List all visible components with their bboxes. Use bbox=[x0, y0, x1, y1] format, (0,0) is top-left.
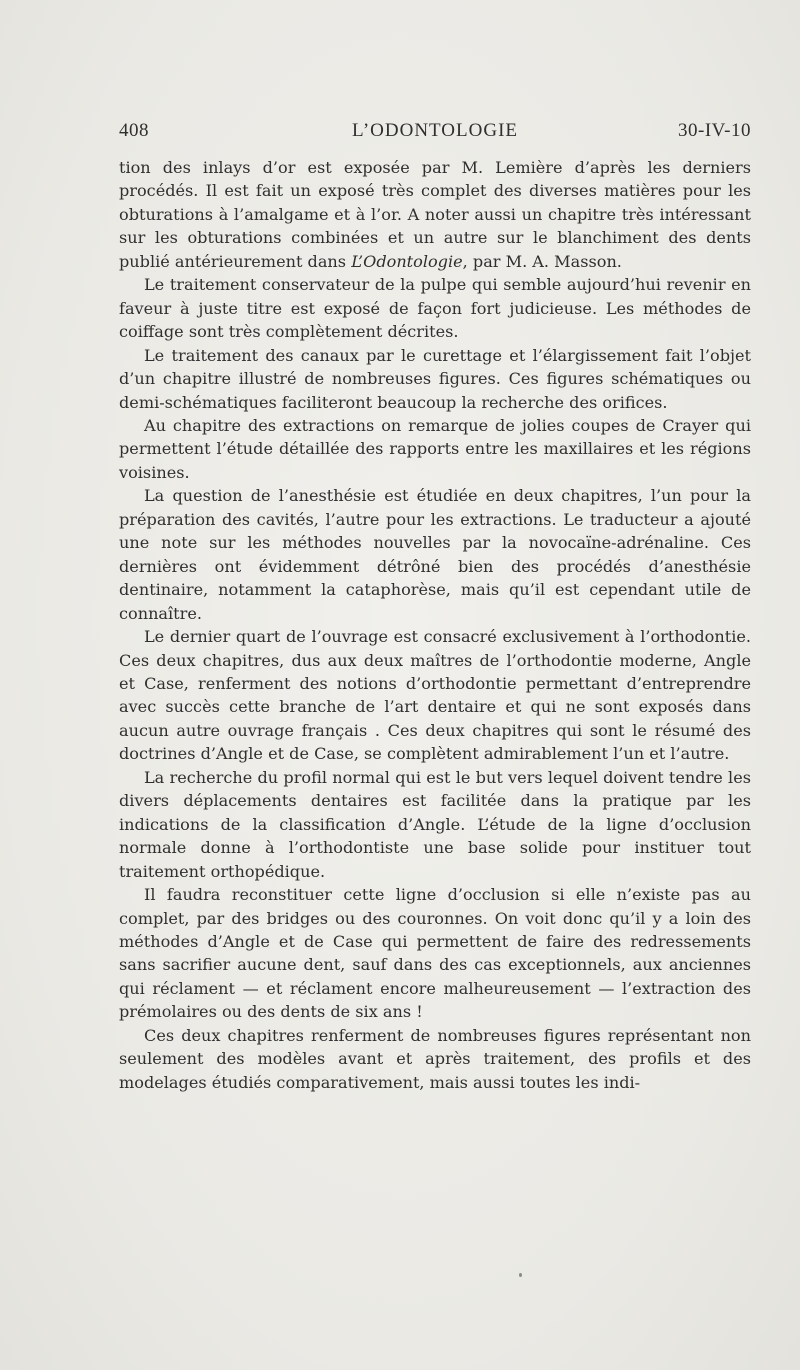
paragraph-7: La recherche du profil normal qui est le but vers lequel doivent tendre les divers déplacements dentaires est facilitée dans la pratique par les indications de la classification d’Angle. L’étude de la ligne d’occlusion normale donne à l’orthodontiste une base solide pour instituer tout traitement orthopédique. bbox=[119, 767, 751, 881]
paragraph-1-tail: , par M. A. Masson. bbox=[462, 251, 622, 271]
journal-reference: L’Odontologie bbox=[351, 251, 463, 271]
paragraph-6: Le dernier quart de l’ouvrage est consacré exclusivement à l’orthodontie. Ces deux chapitres, dus aux deux maîtres de l’orthodontie moderne, Angle et Case, renferment des notions d’orthodontie permettant d’entreprendre avec succès cette branche de l’art dentaire et qui ne sont exposés dans aucun autre ouvrage français . Ces deux chapitres qui sont le résumé des doctrines d’Angle et de Case, se complètent admirablement l’un et l’autre. bbox=[119, 627, 751, 764]
paragraph-3: Le traitement des canaux par le curettage et l’élargissement fait l’objet d’un chapitre illustré de nombreuses figures. Ces figures schématiques ou demi-schématiques faciliteront beaucoup la recherche des orifices. bbox=[119, 345, 751, 412]
paragraph-2: Le traitement conservateur de la pulpe qui semble aujourd’hui revenir en faveur à juste titre est exposé de façon fort judicieuse. Les méthodes de coiffage sont très complètement décrites. bbox=[119, 275, 751, 342]
paragraph-8: Il faudra reconstituer cette ligne d’occlusion si elle n’existe pas au complet, par des bridges ou des couronnes. On voit donc qu’il y a loin des méthodes d’Angle et de Case qui permettent de faire des redressements sans sacrifier aucune dent, sauf dans des cas exceptionnels, aux anciennes qui réclament — et réclament encore malheureusement — l’extraction des prémolaires ou des dents de six ans ! bbox=[119, 885, 751, 1022]
paragraph-9: Ces deux chapitres renferment de nombreuses figures représentant non seulement des modèles avant et après traitement, des profils et des modelages étudiés comparativement, mais aussi toutes les indi- bbox=[119, 1025, 751, 1092]
paragraph-1 bbox=[119, 156, 751, 273]
paragraph-5: La question de l’anesthésie est étudiée en deux chapitres, l’un pour la préparation des cavités, l’autre pour les extractions. Le traducteur a ajouté une note sur les méthodes nouvelles par la novocaïne-adrénaline. Ces dernières ont évidemment détrôné bien des procédés d’anesthésie dentinaire, notamment la cataphorèse, mais qu’il est cependant utile de connaître. bbox=[119, 486, 751, 623]
page-number: 408 bbox=[119, 120, 149, 141]
paragraph-1-text: tion des inlays d’or est exposée par M. Lemière d’après les derniers procédés. Il est fait un exposé très complet des diverses matières pour les obturations à l’amalgame et à l’or. A noter aussi un chapitre très intéressant sur les obturations combinées et un autre sur le blanchiment des dents publié antérieurement dans bbox=[119, 158, 751, 271]
issue-date: 30-IV-10 bbox=[678, 120, 751, 141]
paper-speck bbox=[519, 1273, 522, 1277]
journal-title: L’ODONTOLOGIE bbox=[351, 120, 519, 141]
paragraph-4: Au chapitre des extractions on remarque de jolies coupes de Crayer qui permettent l’étude détaillée des rapports entre les maxillaires et les régions voisines. bbox=[119, 415, 751, 482]
body-text bbox=[119, 156, 751, 1094]
running-header bbox=[119, 120, 751, 146]
